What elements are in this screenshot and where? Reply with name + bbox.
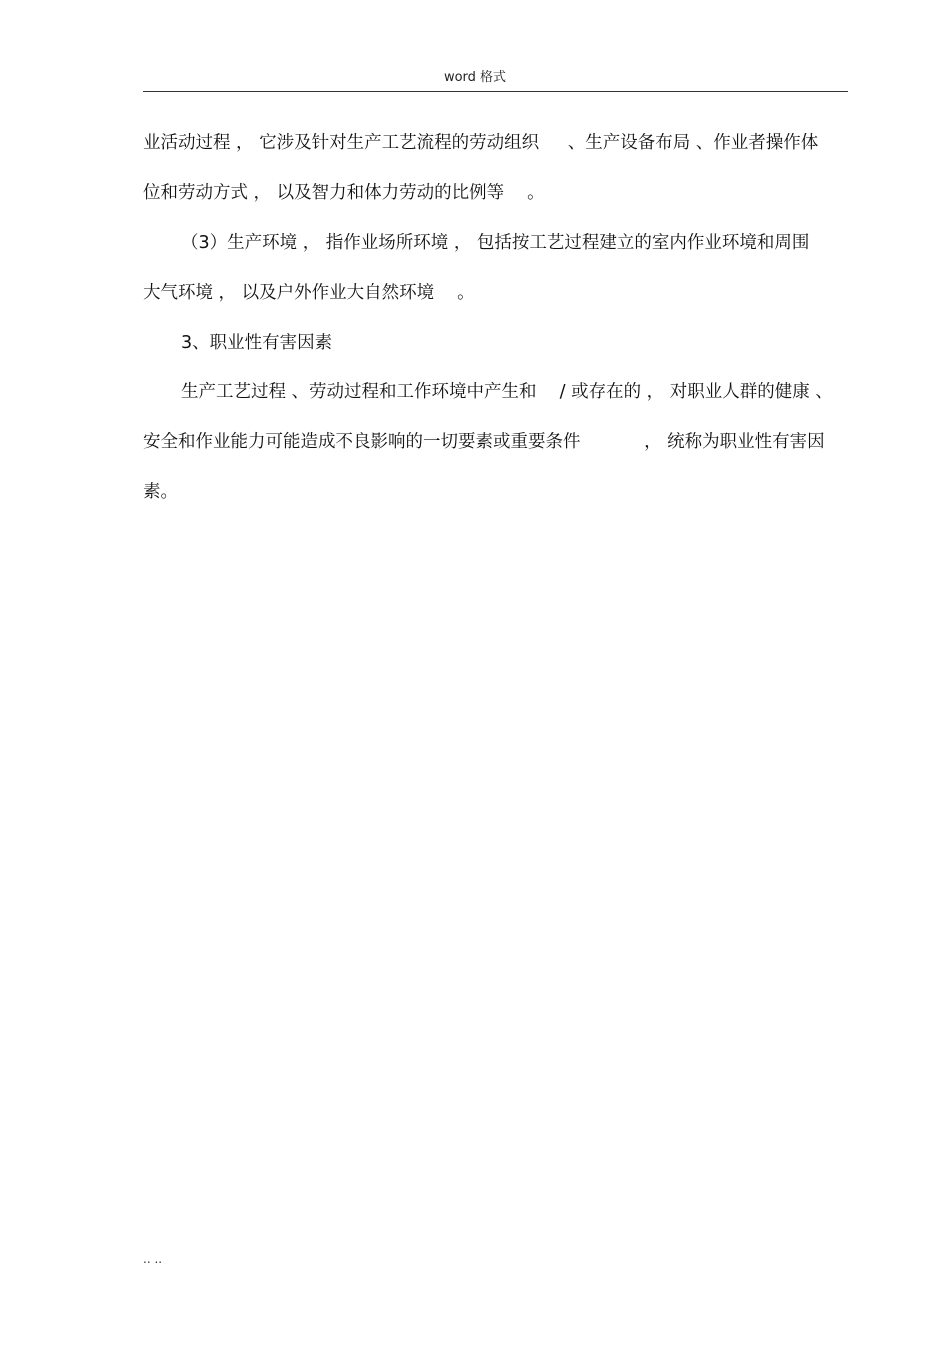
paragraph-line-4: 大气环境 ， 以及户外作业大自然环境 。	[143, 283, 475, 303]
paragraph-line-6: 生产工艺过程 、劳动过程和工作环境中产生和 / 或存在的 ， 对职业人群的健康 、	[181, 382, 833, 402]
page-footer-dots: .. ..	[143, 1252, 163, 1266]
paragraph-line-8: 素。	[143, 482, 178, 502]
header-divider	[143, 91, 848, 92]
paragraph-line-7: 安全和作业能力可能造成不良影响的一切要素或重要条件 ， 统称为职业性有害因	[143, 432, 825, 452]
paragraph-line-1: 业活动过程 ， 它涉及针对生产工艺流程的劳动组织 、生产设备布局 、作业者操作体	[143, 133, 819, 153]
paragraph-line-2: 位和劳动方式 ， 以及智力和体力劳动的比例等 。	[143, 183, 545, 203]
page-header-title: word 格式	[443, 70, 507, 85]
section-heading: 3、职业性有害因素	[181, 333, 333, 353]
paragraph-line-3: （3）生产环境 ， 指作业场所环境 ， 包括按工艺过程建立的室内作业环境和周围	[181, 233, 810, 253]
